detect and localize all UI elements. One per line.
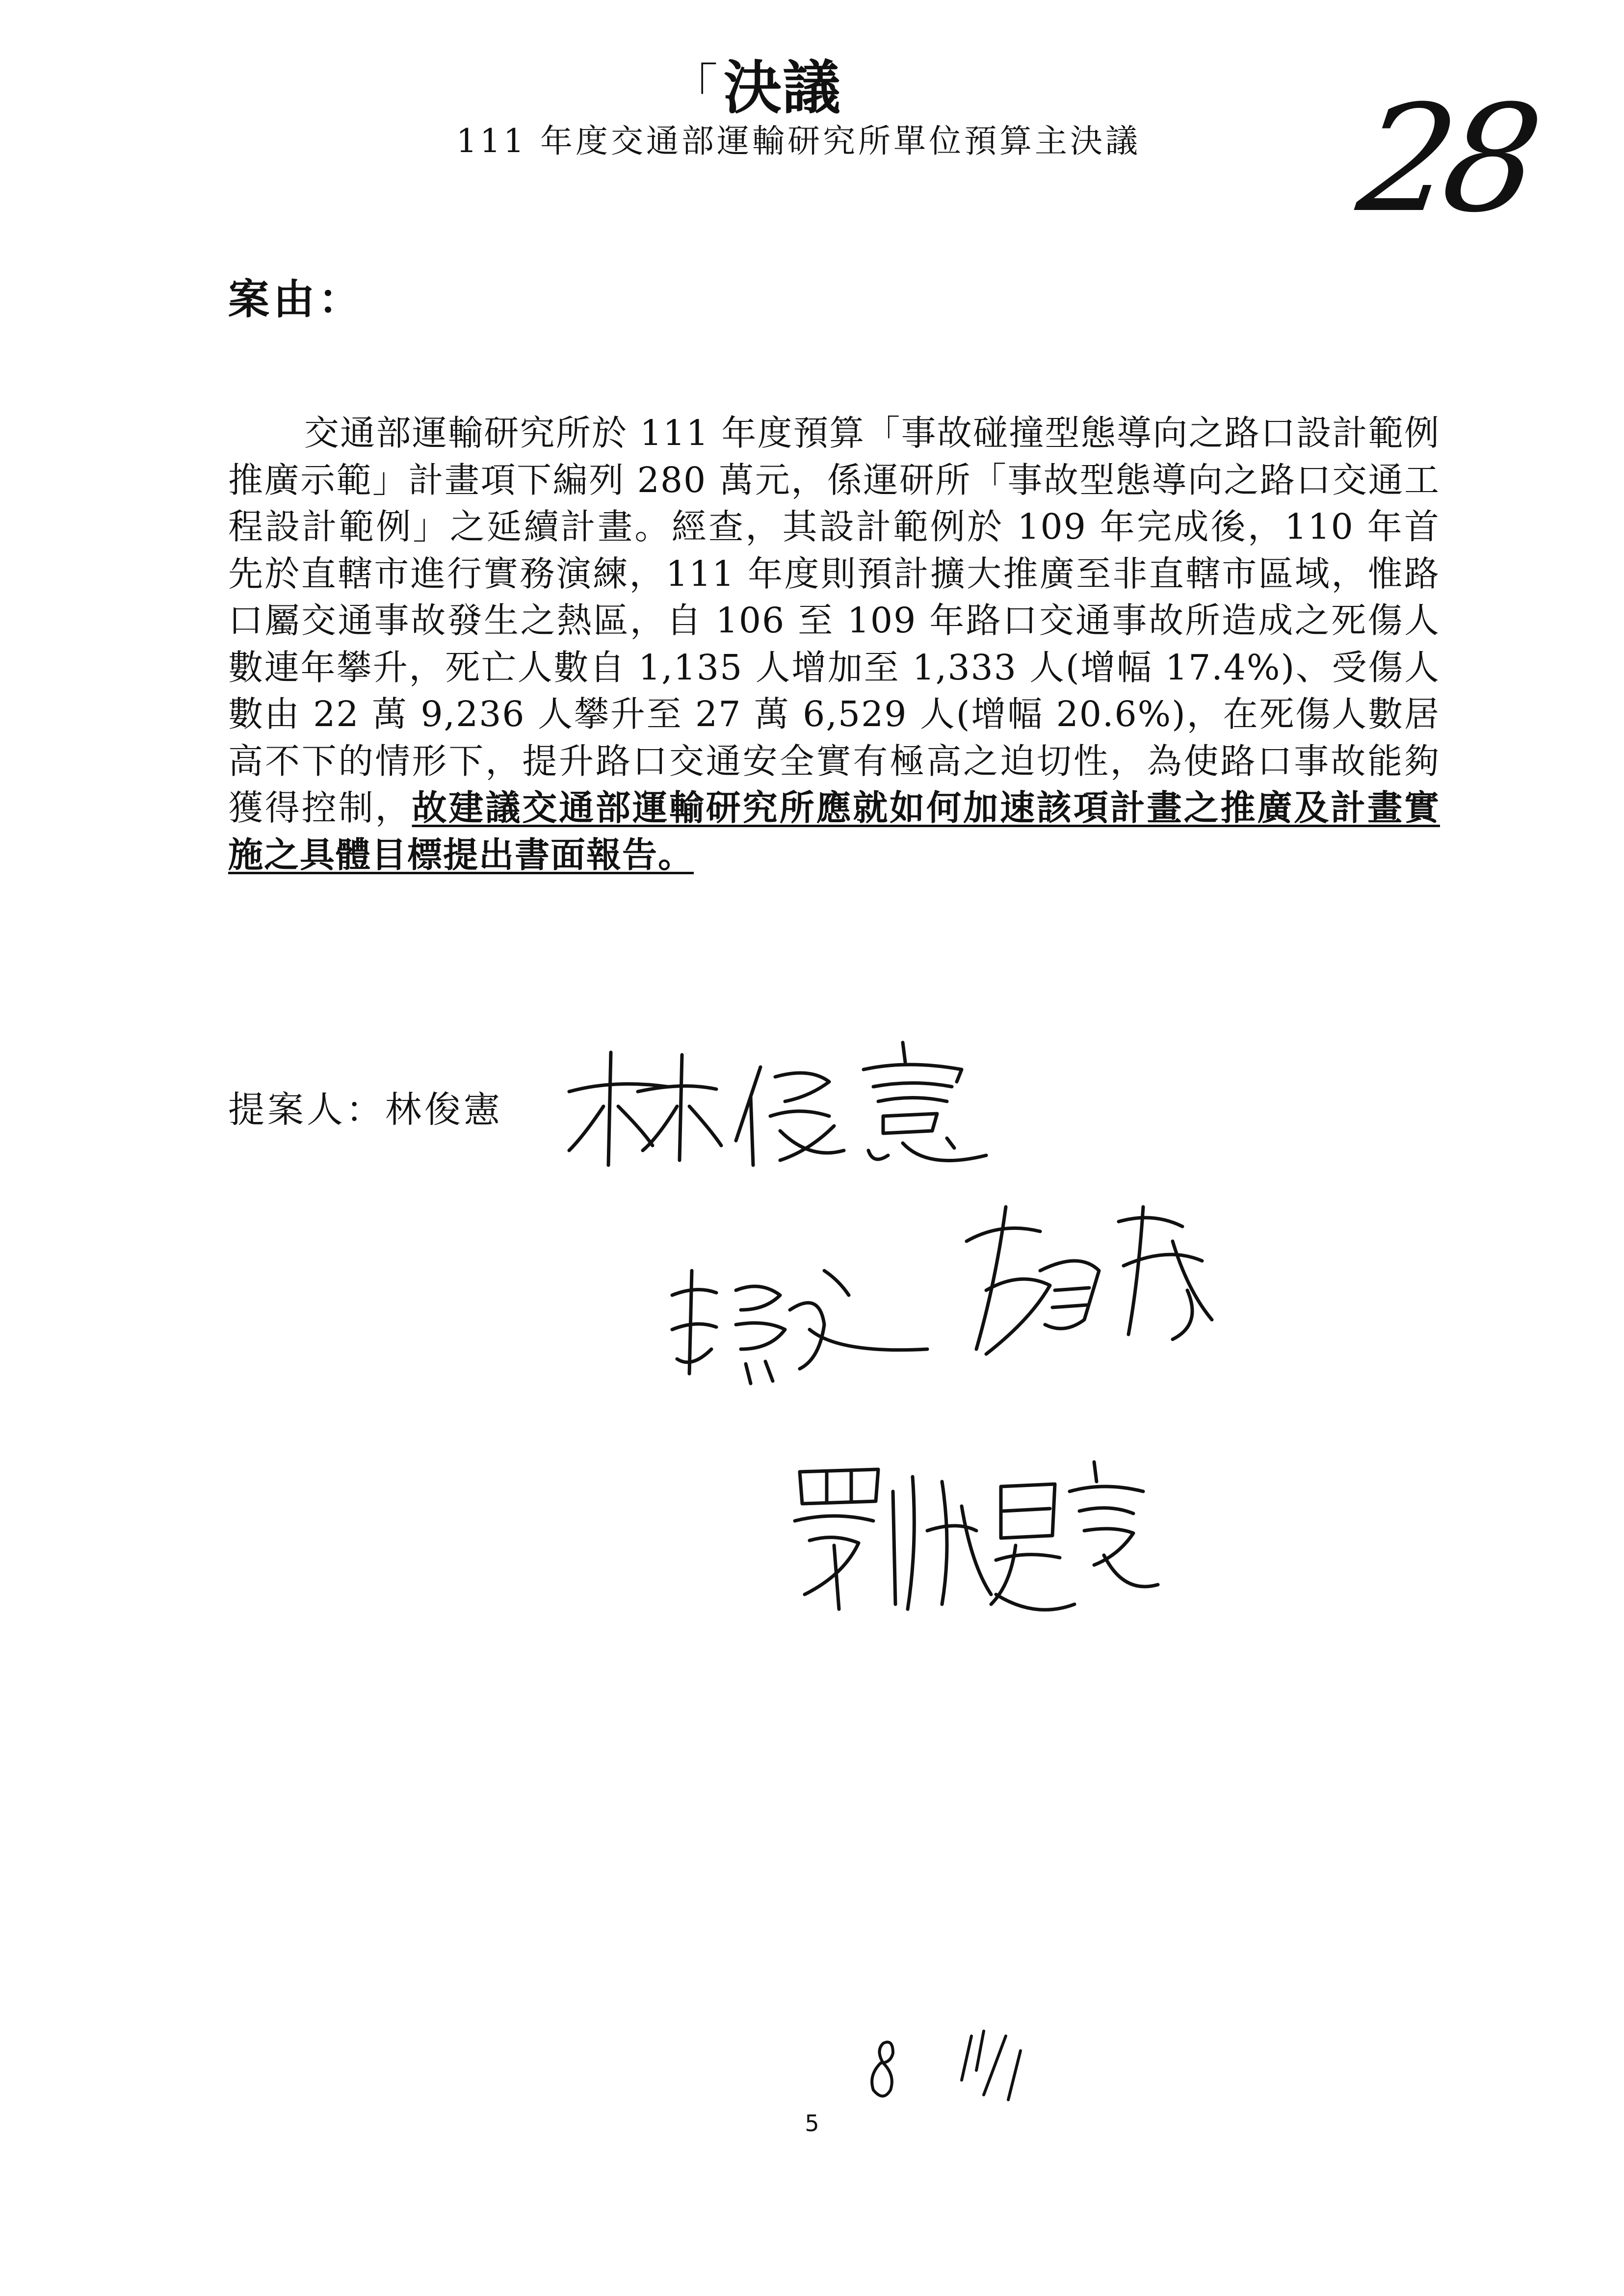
case-body xyxy=(228,410,1440,878)
case-heading: 案由： xyxy=(228,275,364,323)
signature-3 xyxy=(957,1192,1231,1398)
date-mark xyxy=(859,2016,1045,2110)
resolution-stamp xyxy=(670,54,842,122)
signature-1 xyxy=(554,1033,996,1180)
handwritten-page-number: 28 xyxy=(1349,74,1542,245)
stamp-bracket: 「 xyxy=(670,59,719,115)
signature-4 xyxy=(780,1447,1163,1629)
page-number: 5 xyxy=(805,2110,819,2137)
stamp-label: 決議 xyxy=(724,54,842,122)
case-body-text: 交通部運輸研究所於 111 年度預算「事故碰撞型態導向之路口設計範例推廣示範」計畫項下編列 280 萬元，係運研所「事故型態導向之路口交通工程設計範例」之延續計畫。經查，其設計範例於 109 年完成後，110 年首先於直轄市進行實務演練，111 年度則預計擴大推廣至非直轄市區域，惟路口屬交通事故發生之熱區，自 106 至 109 年路口交通事故所造成之死傷人數連年攀升，死亡人數自 1,135 人增加至 1,333 人(增幅 17.4%)、受傷人數由 22 萬 9,236 人攀升至 27 萬 6,529 人(增幅 20.6%)，在死傷人數居高不下的情形下，提升路口交通安全實有極高之迫切性，為使路口事故能夠獲得控制， xyxy=(228,413,1440,828)
signature-2 xyxy=(662,1251,937,1408)
case-recommendation: 故建議交通部運輸研究所應就如何加速該項計畫之推廣及計畫實施之具體目標提出書面報告。 xyxy=(228,787,1440,875)
document-title: 111 年度交通部運輸研究所單位預算主決議 xyxy=(456,122,1141,160)
proposer-label: 提案人：林俊憲 xyxy=(228,1089,503,1131)
